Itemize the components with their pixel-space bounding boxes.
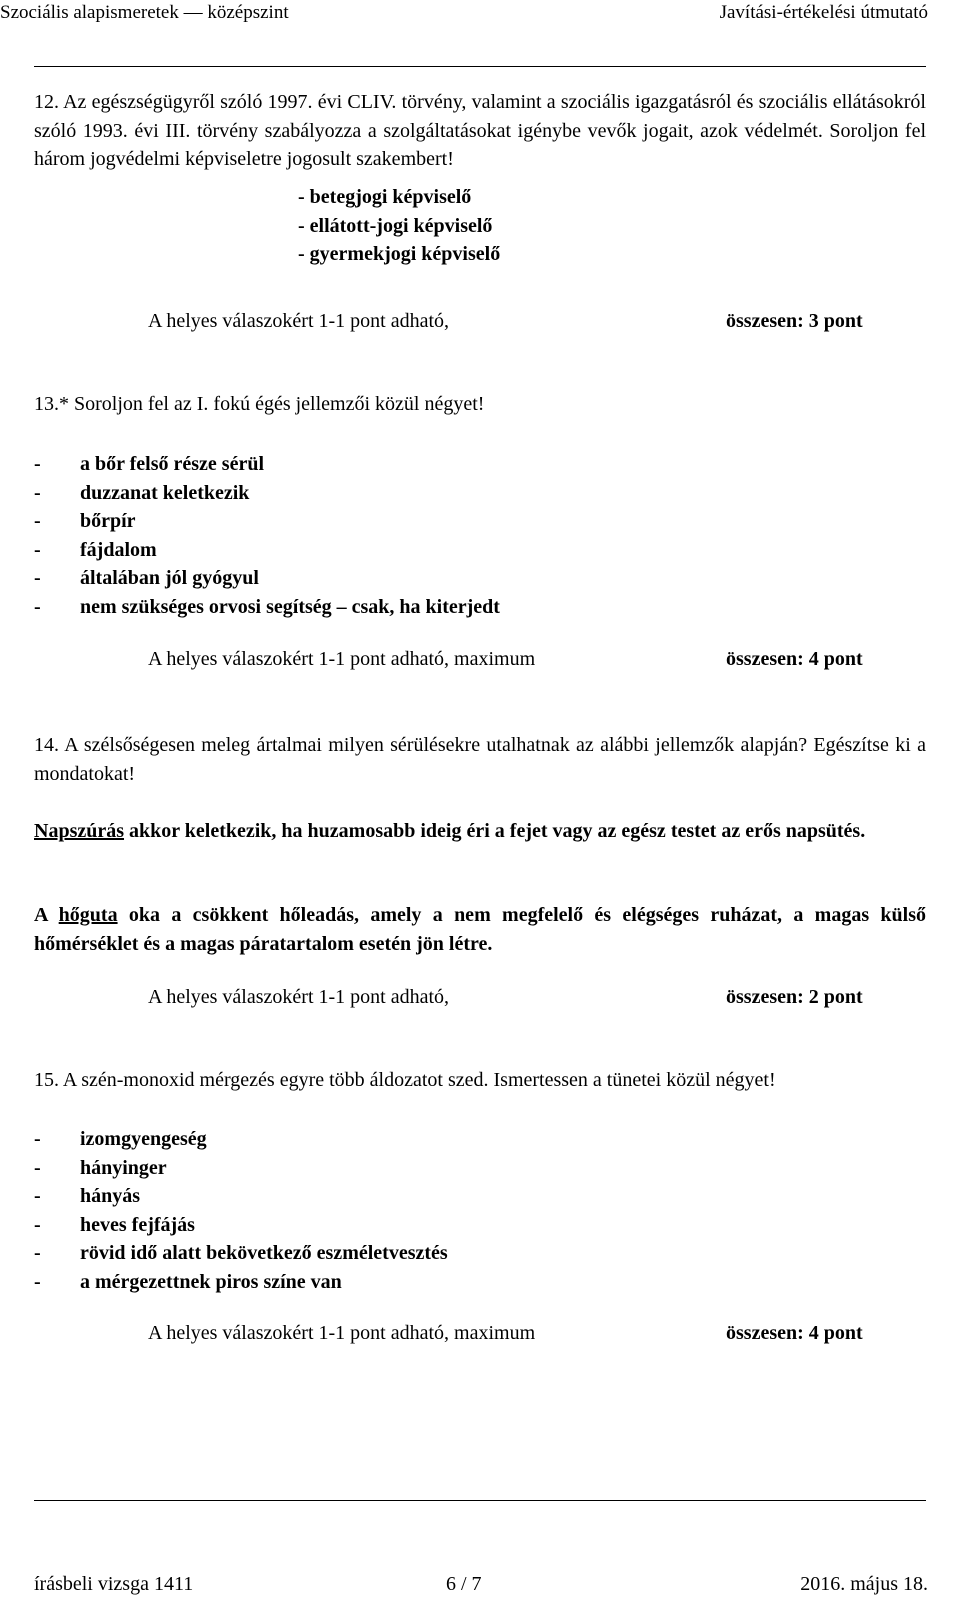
footer-rule <box>34 1500 926 1501</box>
q15-prompt: 15. A szén-monoxid mérgezés egyre több áldozatot szed. Ismertessen a tünetei közül négyet! <box>34 1069 776 1091</box>
list-item: - duzzanat keletkezik <box>34 481 250 504</box>
q12-score-text: A helyes válaszokért 1-1 pont adható, <box>148 310 450 332</box>
q15-score-total: összesen: 4 pont <box>726 1322 863 1344</box>
list-item: - rövid idő alatt bekövetkező eszméletvesztés <box>34 1242 448 1264</box>
list-item: - a mérgezettnek piros színe van <box>34 1270 342 1293</box>
q14-answer-hoguta: hőguta <box>58 904 118 926</box>
q14-answer-napszuras: Napszúrás <box>34 820 125 842</box>
q12-answer-list <box>298 183 500 269</box>
list-item: - a bőr felső része sérül <box>34 453 265 475</box>
list-item: - ellátott-jogi képviselő <box>298 214 493 237</box>
list-item-text: hányás <box>80 1185 141 1207</box>
q14-score-text: A helyes válaszokért 1-1 pont adható, <box>148 986 450 1008</box>
list-item: - hányás <box>34 1185 141 1207</box>
list-item: - általában jól gyógyul <box>34 567 259 589</box>
q13-score-text: A helyes válaszokért 1-1 pont adható, maximum <box>148 648 536 670</box>
q15-answer-list <box>34 1125 448 1296</box>
q14-sentence-1: Napszúrás akkor keletkezik, ha huzamosabb ideig éri a fejet vagy az egész testet az erős napsütés. <box>34 820 866 842</box>
q13-answer-list <box>34 450 500 621</box>
header-right: Javítási-értékelési útmutató <box>719 2 928 23</box>
q14-score-total: összesen: 2 pont <box>726 986 863 1008</box>
list-item-text: heves fejfájás <box>80 1213 195 1236</box>
list-item-text: a bőr felső része sérül <box>80 453 265 475</box>
list-item-text: fájdalom <box>80 538 157 561</box>
footer-left: írásbeli vizsga 1411 <box>34 1573 194 1595</box>
list-item-text: hányinger <box>80 1156 167 1179</box>
q13-score-total: összesen: 4 pont <box>726 648 863 670</box>
list-item-text: izomgyengeség <box>80 1128 207 1150</box>
footer-right: 2016. május 18. <box>800 1573 928 1595</box>
list-item: - heves fejfájás <box>34 1213 195 1236</box>
list-item-text: duzzanat keletkezik <box>80 481 250 504</box>
q12-score-total: összesen: 3 pont <box>726 310 863 332</box>
list-item: - nem szükséges orvosi segítség – csak, ha kiterjedt <box>34 595 500 618</box>
list-item-text: nem szükséges orvosi segítség – csak, ha kiterjedt <box>80 595 500 618</box>
list-item-text: a mérgezettnek piros színe van <box>80 1270 342 1293</box>
list-item: - betegjogi képviselő <box>298 186 472 208</box>
list-item: - hányinger <box>34 1156 167 1179</box>
q12-prompt: 12. Az egészségügyről szóló 1997. évi CLIV. törvény, valamint a szociális igazgatásról és szociális ellátásokról szóló 1993. évi III. törvény szabályozza a szolgáltatásokat igénybe vevők jogait, azok védelmét. Soroljon fel három jogvédelmi képviseletre jogosult szakembert! <box>34 91 926 170</box>
footer-page-number: 6 / 7 <box>446 1573 482 1595</box>
list-item: - gyermekjogi képviselő <box>298 243 501 265</box>
q14-prompt: 14. A szélsőségesen meleg ártalmai milyen sérülésekre utalhatnak az alábbi jellemzők alapján? Egészítse ki a mondatokat! <box>34 734 926 785</box>
list-item: - fájdalom <box>34 538 157 561</box>
list-item-text: rövid idő alatt bekövetkező eszméletvesztés <box>80 1242 448 1264</box>
list-item-text: bőrpír <box>80 510 136 532</box>
q14-sentence-2: A hőguta oka a csökkent hőleadás, amely a nem megfelelő és elégséges ruházat, a magas külső hőmérséklet és a magas páratartalom esetén jön létre. <box>34 904 927 955</box>
header-rule <box>34 66 926 67</box>
list-item: - bőrpír <box>34 510 136 532</box>
header-left: Szociális alapismeretek — középszint <box>0 2 289 23</box>
list-item: - izomgyengeség <box>34 1128 207 1150</box>
q15-score-text: A helyes válaszokért 1-1 pont adható, maximum <box>148 1322 536 1344</box>
q13-prompt: 13.* Soroljon fel az I. fokú égés jellemzői közül négyet! <box>34 393 485 415</box>
list-item-text: általában jól gyógyul <box>80 567 259 589</box>
